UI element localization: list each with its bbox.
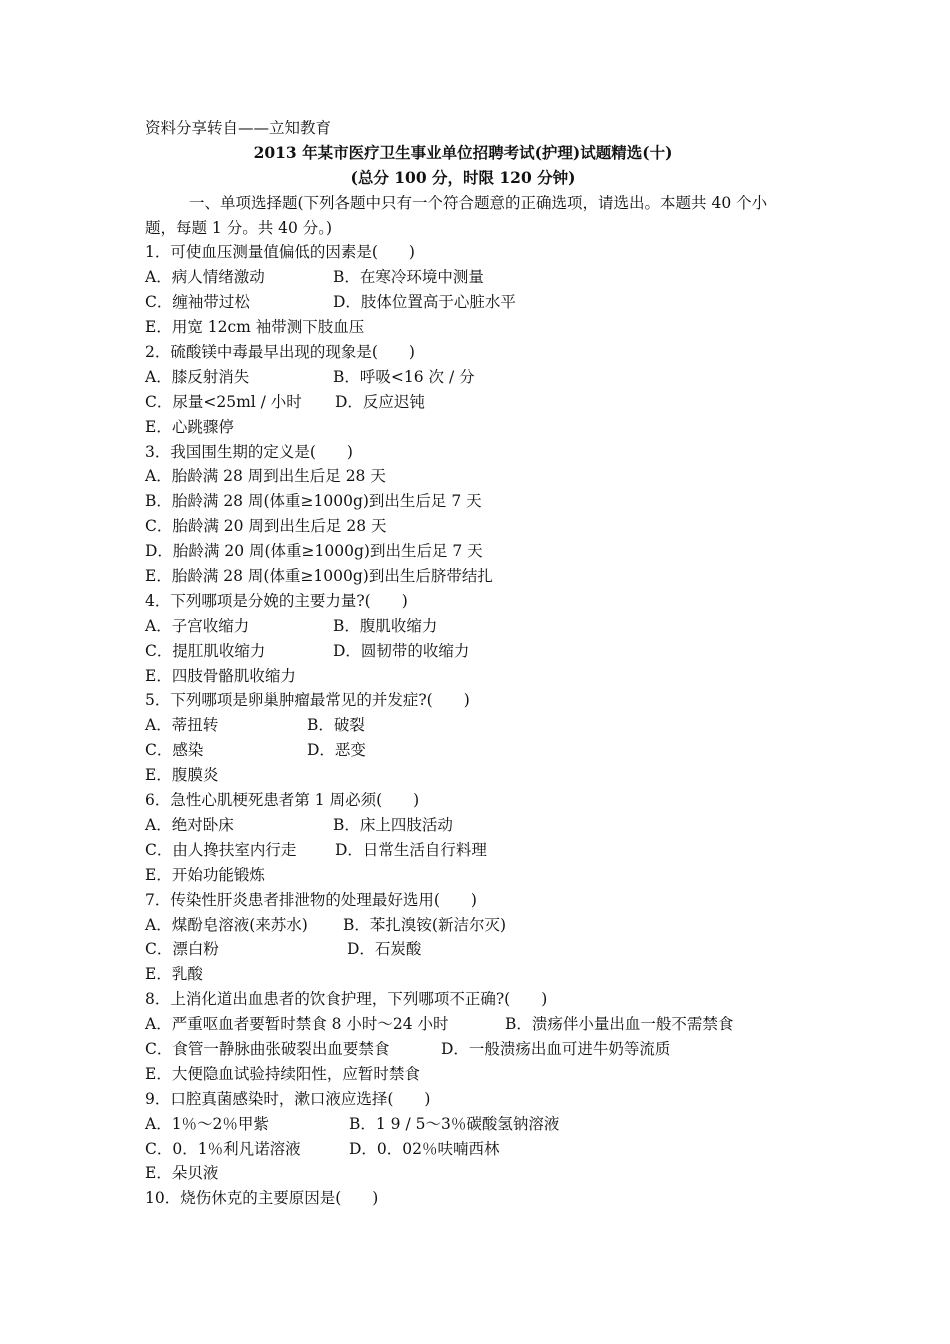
option-row: [145, 1137, 825, 1162]
option-row: [145, 738, 825, 763]
option-e: E．用宽 12cm 袖带测下肢血压: [145, 318, 365, 337]
question-3: 3．我国围生期的定义是( ): [145, 442, 353, 461]
option-e: E．四肢骨骼肌收缩力: [145, 666, 296, 685]
option-d: D．一般溃疡出血可进牛奶等流质: [441, 1039, 671, 1058]
option-e: E．腹膜炎: [145, 766, 219, 785]
option-b: B．在寒冷环境中测量: [333, 268, 484, 287]
option-e: E．大便隐血试验持续阳性，应暂时禁食: [145, 1064, 420, 1083]
option-a: A．子宫收缩力: [145, 616, 250, 635]
option-d: D．0．02％呋喃西林: [349, 1139, 500, 1158]
option-a: A．蒂扭转: [145, 716, 219, 735]
option-b: B．溃疡伴小量出血一般不需禁食: [505, 1015, 734, 1034]
option-row: [145, 713, 825, 738]
option-row: [145, 1037, 825, 1062]
option-row: [145, 614, 825, 639]
option-d: D．反应迟钝: [335, 392, 425, 411]
option-e: E．胎龄满 28 周(体重≥1000g)到出生后脐带结扎: [145, 567, 493, 586]
option-c: C．缠袖带过松: [145, 293, 250, 312]
option-a: A．煤酚皂溶液(来苏水): [145, 915, 308, 934]
option-b: B．1 9 / 5～3％碳酸氢钠溶液: [349, 1114, 560, 1133]
option-c: C．0．1％利凡诺溶液: [145, 1139, 301, 1158]
option-b: B．破裂: [307, 716, 365, 735]
question-8: 8．上消化道出血患者的饮食护理，下列哪项不正确?( ): [145, 990, 548, 1009]
question-7: 7．传染性肝炎患者排泄物的处理最好选用( ): [145, 890, 477, 909]
option-c: C．食管一静脉曲张破裂出血要禁食: [145, 1039, 390, 1058]
option-row: [145, 1012, 825, 1037]
option-a: A．绝对卧床: [145, 815, 234, 834]
option-row: [145, 838, 825, 863]
option-row: [145, 290, 825, 315]
option-e: E．心跳骤停: [145, 417, 234, 436]
option-d: D．石炭酸: [347, 940, 422, 959]
option-e: E．开始功能锻炼: [145, 865, 265, 884]
option-d: D．胎龄满 20 周(体重≥1000g)到出生后足 7 天: [145, 542, 483, 561]
option-row: [145, 813, 825, 838]
option-b: B．胎龄满 28 周(体重≥1000g)到出生后足 7 天: [145, 492, 482, 511]
source-header: 资料分享转自——立知教育: [145, 119, 332, 137]
option-a: A．膝反射消失: [145, 367, 250, 386]
option-b: B．苯扎溴铵(新洁尔灭): [343, 915, 506, 934]
option-row: [145, 639, 825, 664]
option-d: D．日常生活自行料理: [335, 840, 487, 859]
option-row: [145, 913, 825, 938]
question-1: 1．可使血压测量值偏低的因素是( ): [145, 243, 415, 262]
exam-subtitle: (总分 100 分，时限 120 分钟): [350, 167, 576, 187]
option-d: D．恶变: [307, 741, 366, 760]
option-row: [145, 937, 825, 962]
exam-title: 2013 年某市医疗卫生事业单位招聘考试(护理)试题精选(十): [253, 142, 673, 162]
option-c: C．漂白粉: [145, 940, 219, 959]
option-e: E．朵贝液: [145, 1164, 219, 1183]
option-c: C．由人搀扶室内行走: [145, 840, 297, 859]
question-6: 6．急性心肌梗死患者第 1 周必须( ): [145, 791, 420, 810]
option-row: [145, 265, 825, 290]
option-c: C．提肛肌收缩力: [145, 641, 266, 660]
option-a: A．病人情绪激动: [145, 268, 265, 287]
option-a: A．胎龄满 28 周到出生后足 28 天: [145, 467, 386, 486]
option-c: C．尿量<25ml / 小时: [145, 392, 302, 411]
option-a: A．1％～2％甲紫: [145, 1114, 269, 1133]
question-10: 10．烧伤休克的主要原因是( ): [145, 1189, 379, 1208]
section-intro-line-1: 一、单项选择题(下列各题中只有一个符合题意的正确选项，请选出。本题共 40 个小: [189, 193, 768, 212]
option-row: [145, 390, 825, 415]
section-intro-line-2: 题，每题 1 分。共 40 分。): [145, 218, 333, 237]
option-c: C．感染: [145, 741, 204, 760]
option-row: [145, 1112, 825, 1137]
option-b: B．腹肌收缩力: [333, 616, 438, 635]
option-row: [145, 365, 825, 390]
option-d: D．肢体位置高于心脏水平: [333, 293, 516, 312]
question-9: 9．口腔真菌感染时，漱口液应选择( ): [145, 1089, 431, 1108]
option-b: B．床上四肢活动: [333, 815, 453, 834]
option-c: C．胎龄满 20 周到出生后足 28 天: [145, 517, 387, 536]
option-d: D．圆韧带的收缩力: [333, 641, 470, 660]
document-body: [145, 116, 825, 1211]
question-2: 2．硫酸镁中毒最早出现的现象是( ): [145, 343, 415, 362]
question-5: 5．下列哪项是卵巢肿瘤最常见的并发症?( ): [145, 691, 470, 710]
option-e: E．乳酸: [145, 965, 203, 984]
option-a: A．严重呕血者要暂时禁食 8 小时～24 小时: [145, 1015, 449, 1034]
option-b: B．呼吸<16 次 / 分: [333, 367, 475, 386]
question-4: 4．下列哪项是分娩的主要力量?( ): [145, 591, 408, 610]
